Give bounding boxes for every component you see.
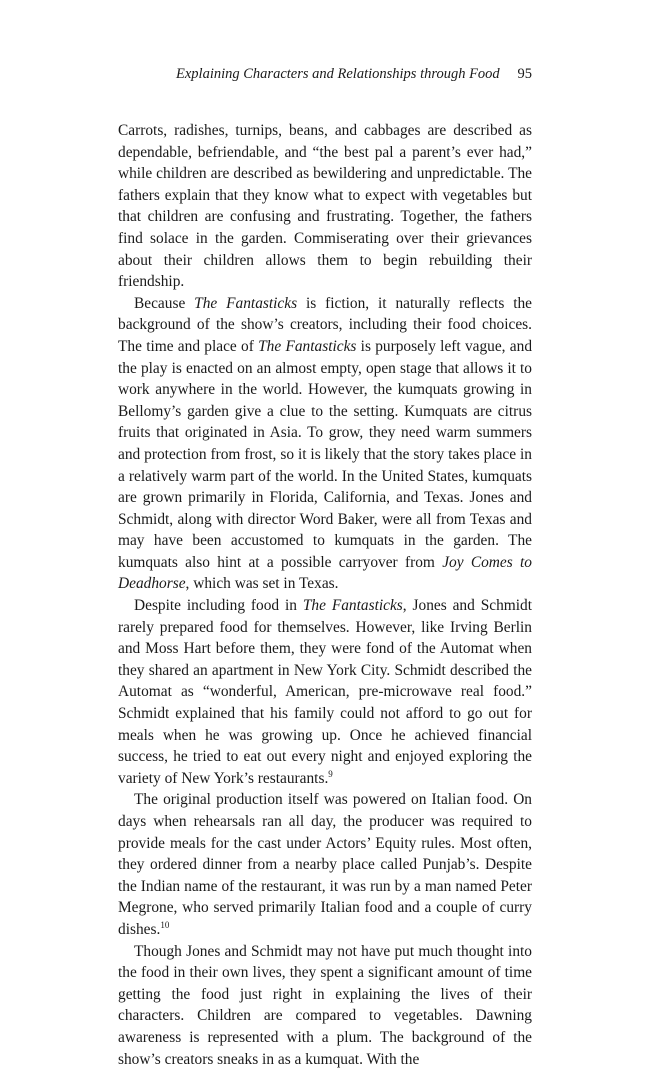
running-header (118, 66, 532, 88)
title-italic: Joy Comes to Deadhorse (118, 553, 532, 593)
text-run: , which was set in Texas. (185, 575, 339, 593)
text-run: is fiction, it naturally reflects the background of the show’s creators, including their food choices. The time and place of (118, 294, 533, 355)
text-run: Despite including food in (134, 597, 303, 615)
text-run: , Jones and Schmidt rarely prepared food for themselves. However, like Irving Berlin and Moss Hart before them, they were fond of the Automat when they shared an apartment in New York City. Schmidt described the Automat as “wonderful, American, pre-microwave real food.” Schmidt explained that his family could not afford to go out for meals when he was growing up. Once he achieved financial success, he tried to eat out every night and enjoyed exploring the variety of New York’s restaurants. (118, 597, 532, 787)
text-run: Because (134, 294, 195, 312)
text-run: Though Jones and Schmidt may not have put much thought into the food in their own lives, they spent a significant amount of time getting the food just right in explaining the lives of their characters. Children are compared to vegetables. Dawning awareness is represented with a plum. The background of the show’s creators sneaks in as a kumquat. With the (118, 942, 532, 1068)
page-number: 95 (517, 66, 532, 82)
title-italic: The Fantasticks (258, 337, 357, 355)
body-text (118, 120, 532, 1070)
text-run: is purposely left vague, and the play is enacted on an almost empty, open stage that allows it to work anywhere in the world. However, the kumquats growing in Bellomy’s garden give a clue to the setting. Kumquats are citrus fruits that originated in Asia. To grow, they need warm summers and protection from frost, so it is likely that the story takes place in a relatively warm part of the world. In the United States, kumquats are grown primarily in Florida, California, and Texas. Jones and Schmidt, along with director Word Baker, were all from Texas and may have been accustomed to kumquats in the garden. The kumquats also hint at a possible carryover from (118, 337, 533, 571)
footnote-marker: 9 (328, 768, 333, 779)
text-run: Carrots, radishes, turnips, beans, and cabbages are described as dependable, befriendable, and “the best pal a parent’s ever had,” while children are described as bewildering and unpredictable. The fathers explain that they know what to expect with vegetables but that children are confusing and frustrating. Together, the fathers find solace in the garden. Commiserating over their grievances about their children allows them to begin rebuilding their friendship. (118, 122, 532, 291)
running-title: Explaining Characters and Relationships through Food (176, 66, 500, 82)
text-run: The original production itself was powered on Italian food. On days when rehearsals ran all day, the producer was required to provide meals for the cast under Actors’ Equity rules. Most often, they ordered dinner from a nearby place called Punjab’s. Despite the Indian name of the restaurant, it was run by a man named Peter Megrone, who served primarily Italian food and a couple of curry dishes. (118, 791, 532, 938)
paragraph-3 (118, 595, 532, 789)
paragraph-5 (118, 941, 532, 1070)
title-italic: The Fantasticks (302, 597, 403, 615)
paragraph-2 (118, 293, 532, 595)
footnote-marker: 10 (160, 919, 170, 930)
title-italic: The Fantasticks (194, 294, 298, 312)
paragraph-1 (118, 120, 532, 293)
paragraph-4 (118, 789, 532, 940)
